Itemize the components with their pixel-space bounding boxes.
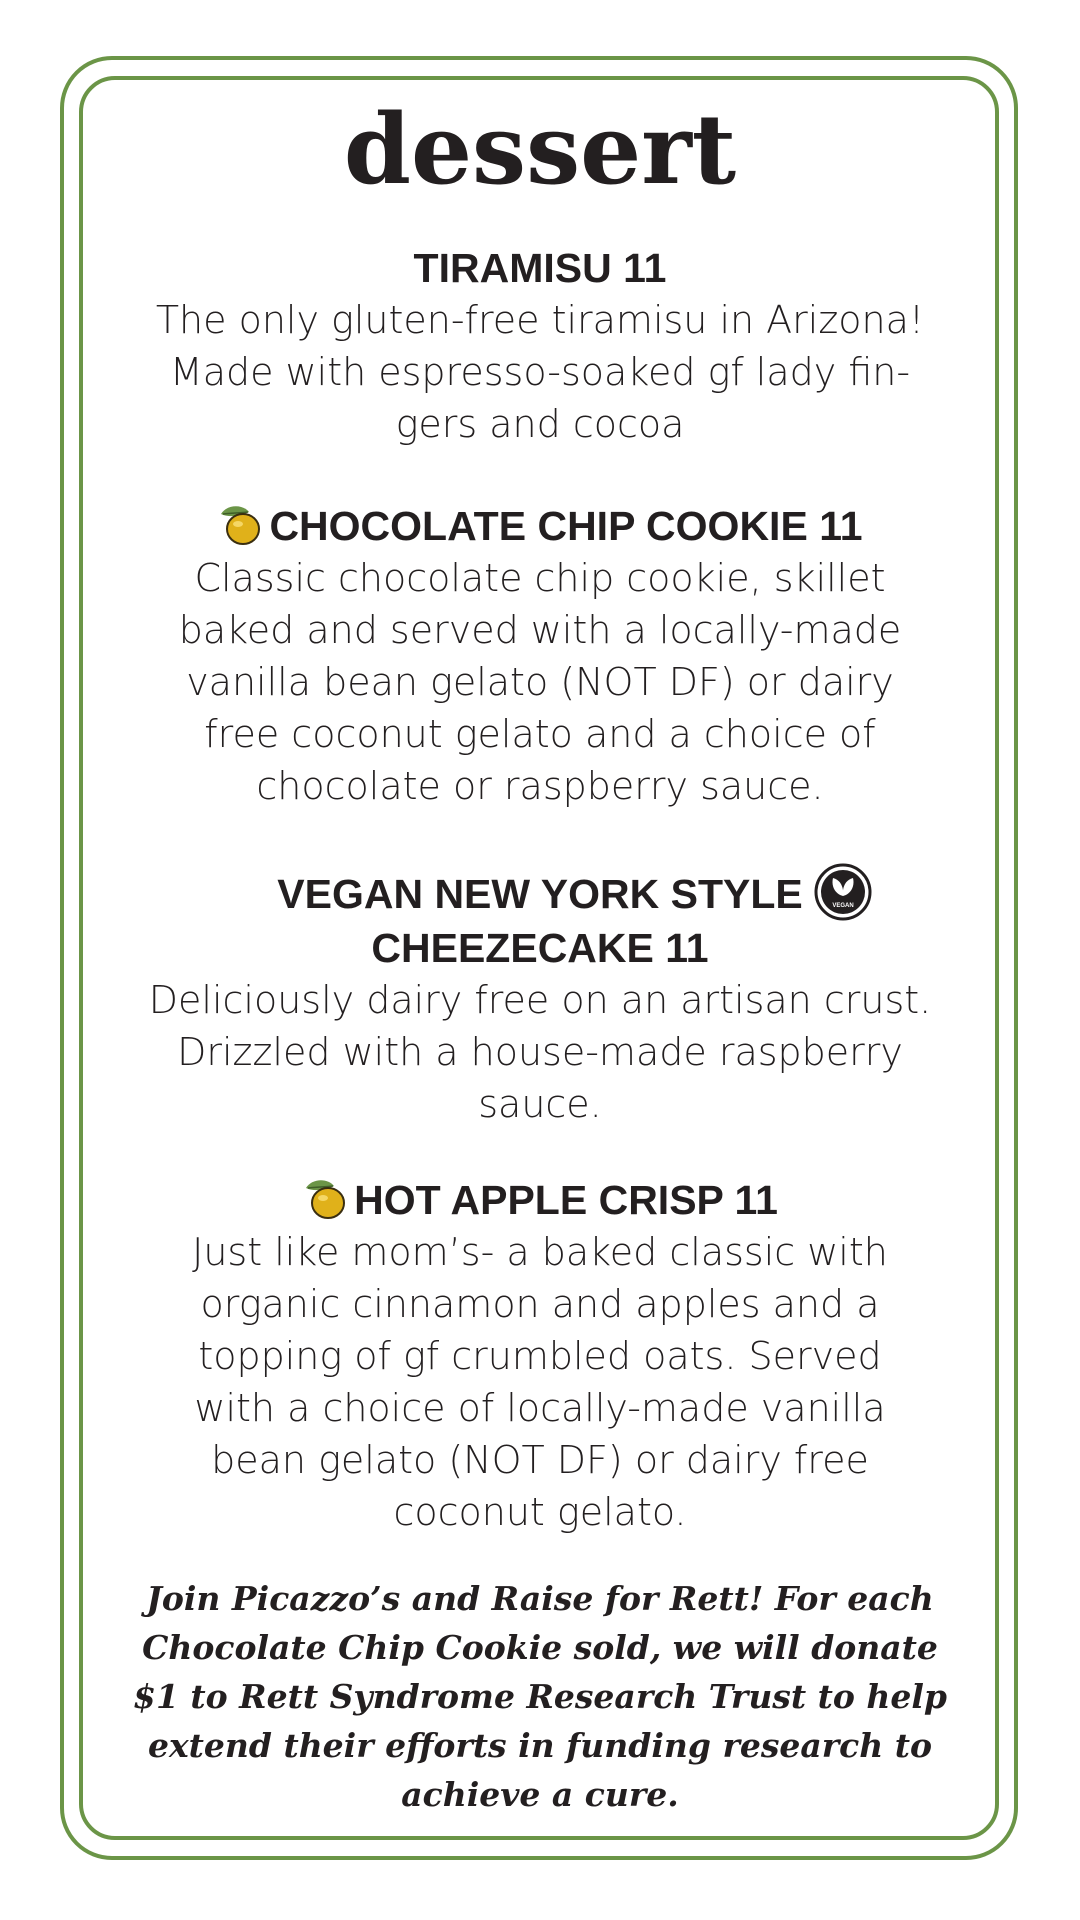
item-desc-line: chocolate or raspberry sauce. — [256, 764, 824, 808]
item-desc-line: Drizzled with a house-made raspberry — [177, 1030, 903, 1074]
note-line: Chocolate Chip Cookie sold, we will donate — [142, 1628, 938, 1667]
note-line: $1 to Rett Syndrome Research Trust to help — [133, 1677, 947, 1716]
item-name: TIRAMISU 11 — [413, 245, 667, 291]
item-name: CHOCOLATE CHIP COOKIE 11 — [269, 503, 863, 549]
item-desc-line: coconut gelato. — [393, 1490, 687, 1534]
item-desc-line: sauce. — [478, 1082, 602, 1126]
item-name: HOT APPLE CRISP 11 — [354, 1177, 778, 1223]
item-name: CHEEZECAKE 11 — [371, 925, 709, 971]
note-line: Join Picazzo’s and Raise for Rett! For each — [146, 1579, 934, 1618]
item-desc-line: Made with espresso-soaked gf lady fin- — [169, 350, 911, 394]
fundraiser-note — [100, 1574, 980, 1819]
item-desc-line: free coconut gelato and a choice of — [204, 712, 876, 756]
item-desc-line: Classic chocolate chip cookie, skillet — [194, 556, 886, 600]
menu-item-chocolate-chip-cookie — [100, 500, 980, 812]
item-desc-line: bean gelato (NOT DF) or dairy free — [211, 1438, 869, 1482]
item-desc-line: vanilla bean gelato (NOT DF) or dairy — [186, 660, 894, 704]
item-desc-line: Deliciously dairy free on an artisan crust. — [148, 978, 932, 1022]
menu-item-tiramisu — [100, 242, 980, 450]
vegan-badge-text: VEGAN — [832, 903, 854, 909]
note-line: achieve a cure. — [401, 1775, 679, 1814]
menu-item-vegan-cheezecake — [100, 862, 980, 1130]
item-desc-line: with a choice of locally-made vanilla — [194, 1386, 886, 1430]
menu-card — [100, 90, 980, 1819]
lemon-icon — [302, 1176, 348, 1222]
note-line: extend their efforts in funding research to — [147, 1726, 933, 1765]
item-desc-line: topping of gf crumbled oats. Served — [198, 1334, 882, 1378]
item-desc-line: The only gluten-free tiramisu in Arizona! — [155, 298, 925, 342]
vegan-icon — [813, 862, 873, 922]
item-name: VEGAN NEW YORK STYLE — [277, 871, 803, 917]
lemon-icon — [217, 502, 263, 548]
item-desc-line: organic cinnamon and apples and a — [200, 1282, 880, 1326]
item-name-row — [100, 1174, 980, 1226]
item-name-row — [100, 862, 980, 922]
item-desc-line: gers and cocoa — [395, 402, 685, 446]
menu-item-hot-apple-crisp — [100, 1174, 980, 1538]
item-name-row — [100, 500, 980, 552]
item-desc-line: baked and served with a locally-made — [178, 608, 902, 652]
item-desc-line: Just like mom’s- a baked classic with — [192, 1230, 888, 1274]
menu-title: dessert — [343, 93, 737, 206]
